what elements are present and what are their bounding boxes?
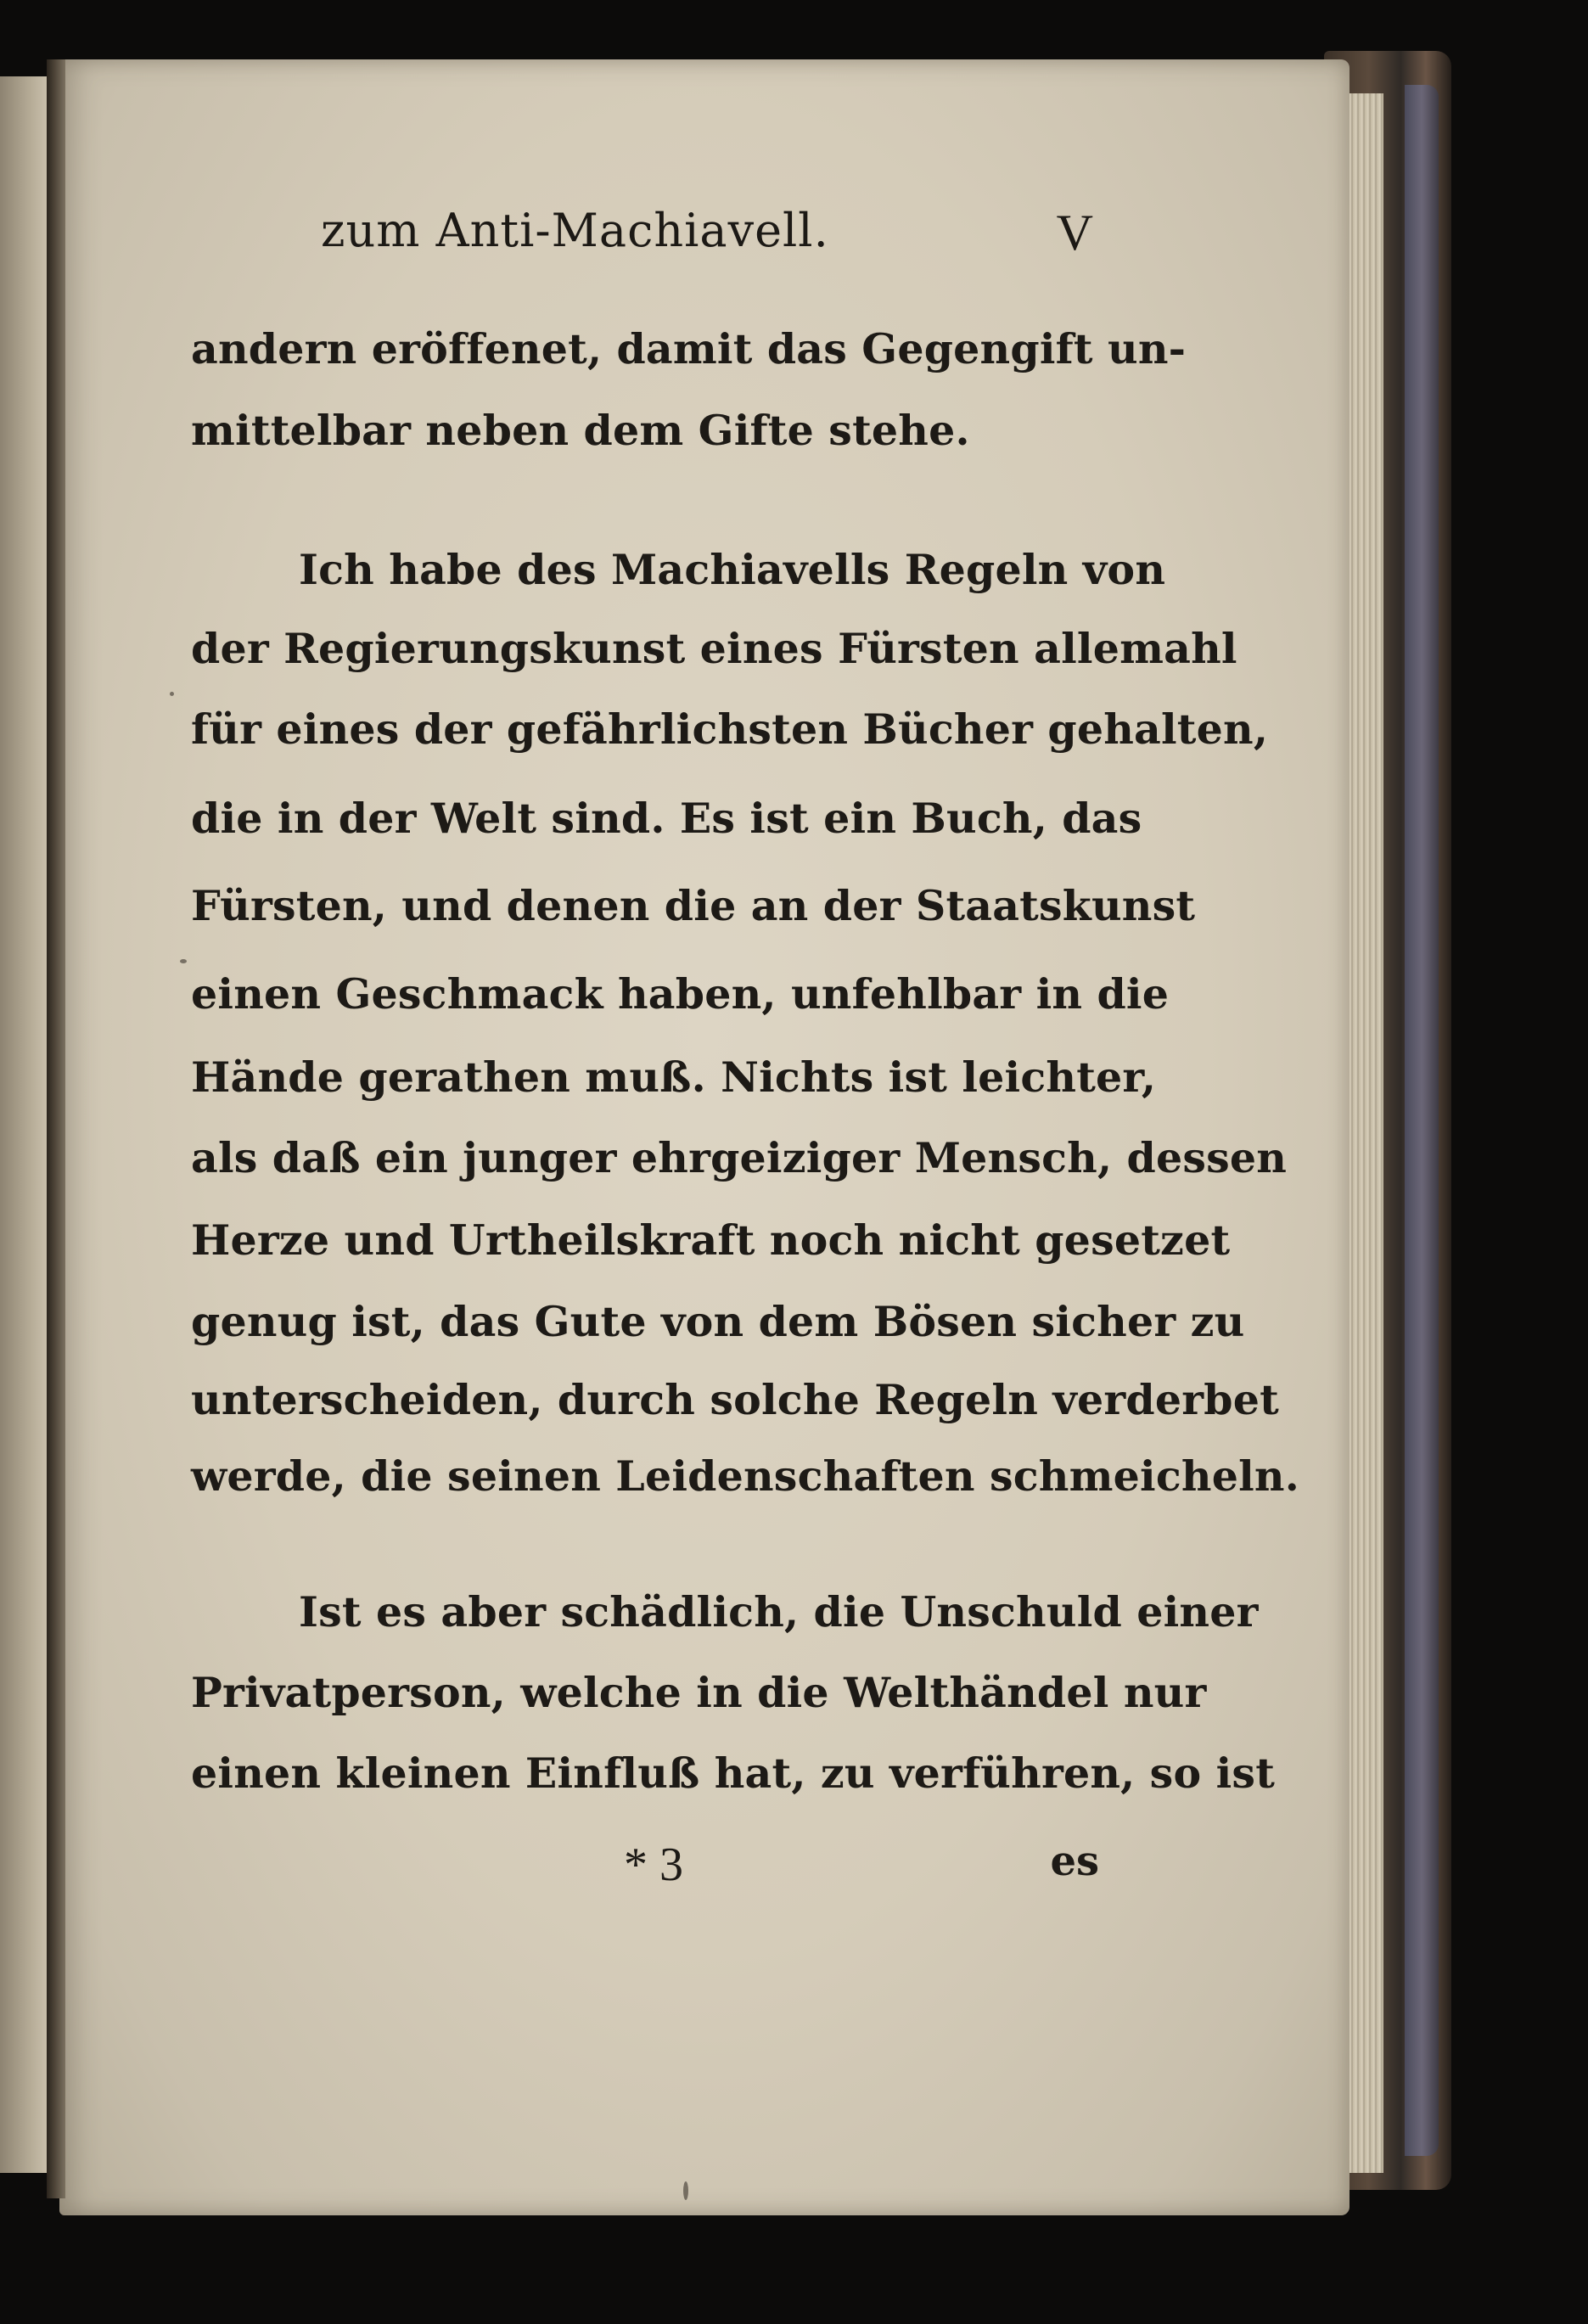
text-line: Ich habe des Machiavells Regeln von xyxy=(299,545,1166,594)
paper-speck xyxy=(180,959,187,963)
text-line: als daß ein junger ehrgeiziger Mensch, dessen xyxy=(191,1133,1288,1182)
text-line: Fürsten, und denen die an der Staatskunst xyxy=(191,881,1196,930)
text-line: Hände gerathen muß. Nichts ist leichter, xyxy=(191,1053,1157,1102)
text-line: einen kleinen Einfluß hat, zu verführen, so ist xyxy=(191,1749,1276,1798)
text-line: werde, die seinen Leidenschaften schmeicheln. xyxy=(191,1451,1299,1501)
paper-speck xyxy=(170,692,174,696)
cover-edge xyxy=(1405,85,1439,2156)
book-gutter xyxy=(47,59,65,2198)
page-footer xyxy=(624,1838,1099,1906)
folio-number: V xyxy=(1056,205,1093,261)
facing-page-edge xyxy=(0,76,53,2173)
text-line: Privatperson, welche in die Welthändel nur xyxy=(191,1668,1207,1717)
catchword: es xyxy=(1050,1838,1099,1885)
text-line: einen Geschmack haben, unfehlbar in die xyxy=(191,969,1170,1019)
text-line: unterscheiden, durch solche Regeln verderbet xyxy=(191,1375,1279,1424)
text-line: der Regierungskunst eines Fürsten allemahl xyxy=(191,624,1237,673)
page-header xyxy=(321,204,1093,272)
text-line: für eines der gefährlichsten Bücher gehalten, xyxy=(191,704,1269,754)
paper-speck xyxy=(683,2181,688,2200)
text-line: genug ist, das Gute von dem Bösen sicher zu xyxy=(191,1297,1245,1346)
text-line: die in der Welt sind. Es ist ein Buch, das xyxy=(191,794,1142,843)
signature-mark: * 3 xyxy=(624,1838,683,1891)
text-line: andern eröffenet, damit das Gegengift un- xyxy=(191,324,1187,373)
text-line: Ist es aber schädlich, die Unschuld einer xyxy=(299,1587,1259,1636)
running-title: zum Anti-Machiavell. xyxy=(321,204,829,257)
text-line: Herze und Urtheilskraft noch nicht gesetzet xyxy=(191,1215,1231,1265)
text-line: mittelbar neben dem Gifte stehe. xyxy=(191,406,970,455)
